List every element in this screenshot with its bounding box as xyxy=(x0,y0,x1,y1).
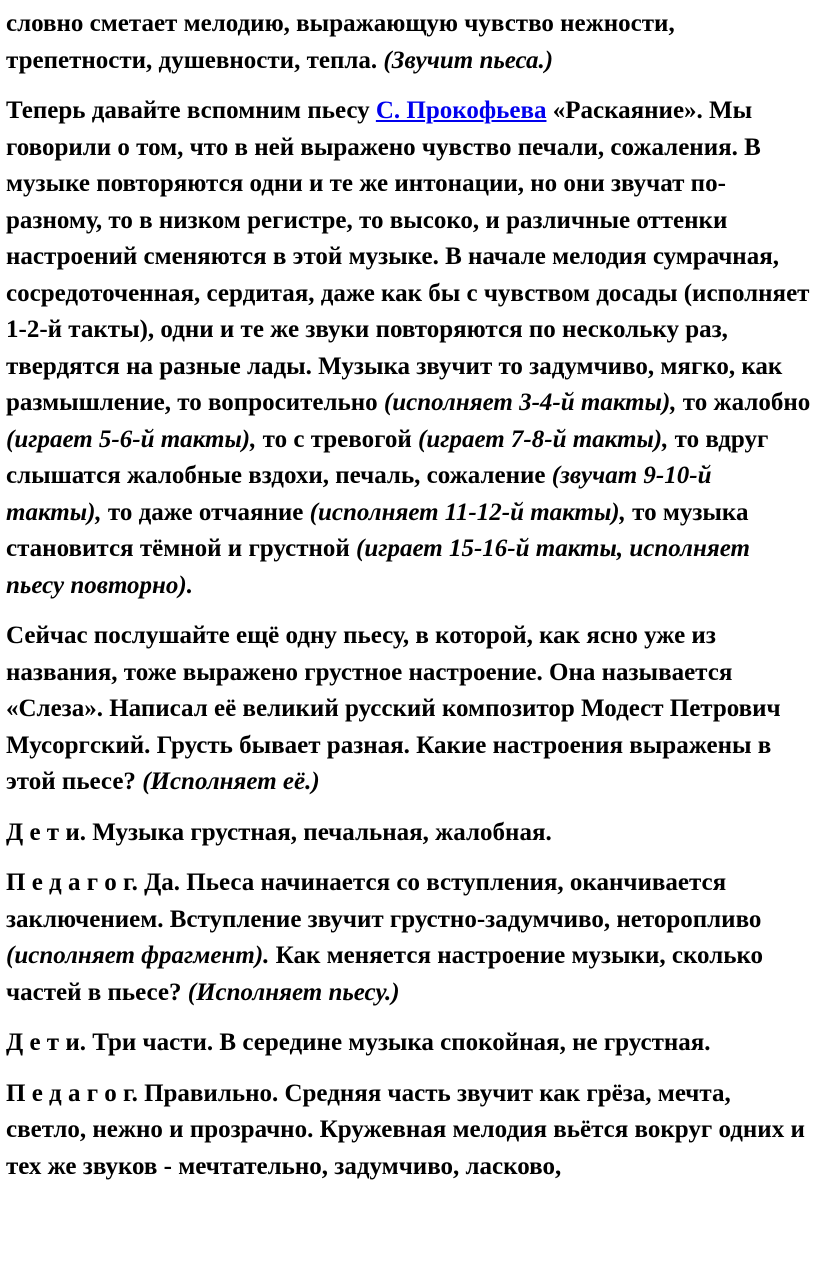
paragraph-1 xyxy=(6,6,812,79)
paragraph-2 xyxy=(6,93,812,604)
paragraph-text: Сейчас послушайте ещё одну пьесу, в которой, как ясно уже из названия, тоже выражено грустное настроение. Она называется «Слеза». Написал её великий русский композитор Модест Петрович Мусоргский. Грусть бывает разная. Какие настроения выражены в этой пьесе? xyxy=(6,622,781,795)
paragraph-text: «Раскаяние». Мы говорили о том, что в ней выражено чувство печали, сожаления. В музыке повторяются одни и те же интонации, но они звучат по-разному, то в низком регистре, то высоко, и различные оттенки настроений сменяются в этой музыке. В начале мелодия сумрачная, сосредоточенная, сердитая, даже как бы с чувством досады (исполняет 1-2-й такты), одни и те же звуки повторяются по нескольку раз, твердятся на разные лады. Музыка звучит то задумчиво, мягко, как размышление, то вопросительно xyxy=(6,97,810,416)
paragraph-text: П е д а г о г. Правильно. Средняя часть звучит как грёза, мечта, светло, нежно и прозрачно. Кружевная мелодия вьётся вокруг одних и тех же звуков - мечтательно, задумчиво, ласково, xyxy=(6,1079,805,1180)
stage-direction: (исполняет фрагмент). xyxy=(6,942,270,969)
paragraph-text: П е д а г о г. Да. Пьеса начинается со вступления, оканчивается заключением. Вступление звучит грустно-задумчиво, неторопливо xyxy=(6,869,762,933)
paragraph-6 xyxy=(6,1025,812,1062)
paragraph-text: Д е т и. Три части. В середине музыка спокойная, не грустная. xyxy=(6,1029,711,1056)
paragraph-text: Как меняется настроение музыки, сколько частей в пьесе? xyxy=(6,942,764,1006)
stage-direction: (играет 5-6-й такты), xyxy=(6,425,257,453)
stage-direction: (играет 7-8-й такты), xyxy=(418,425,669,453)
stage-direction: (Исполняет пьесу.) xyxy=(187,978,400,1006)
stage-direction: (играет 15-16-й такты, исполняет пьесу повторно). xyxy=(6,535,750,599)
paragraph-text: то вдруг слышатся жалобные вздохи, печаль, сожаление xyxy=(6,425,769,489)
stage-direction: (Исполняет её.) xyxy=(142,768,320,795)
paragraph-text: Теперь давайте вспомним пьесу xyxy=(6,97,376,124)
stage-direction: (звучат 9-10-й такты), xyxy=(6,462,712,526)
paragraph-7 xyxy=(6,1076,812,1186)
prokofiev-link[interactable]: С. Прокофьева xyxy=(375,97,547,124)
paragraph-3 xyxy=(6,618,812,801)
paragraph-text: то с тревогой xyxy=(256,425,418,453)
paragraph-text: то музыка становится тёмной и грустной xyxy=(6,498,749,562)
stage-direction: (исполняет 3-4-й такты), xyxy=(383,389,677,416)
stage-direction: (исполняет 11-12-й такты), xyxy=(309,498,626,526)
paragraph-text: то жалобно xyxy=(676,389,811,416)
stage-direction: (Звучит пьеса.) xyxy=(383,46,554,74)
paragraph-text: то даже отчаяние xyxy=(101,498,310,526)
paragraph-text: словно сметает мелодию, выражающую чувство нежности, трепетности, душевности, тепла. xyxy=(6,10,675,74)
paragraph-text: Д е т и. Музыка грустная, печальная, жалобная. xyxy=(6,818,552,846)
paragraph-5 xyxy=(6,865,812,1011)
paragraph-4 xyxy=(6,815,812,852)
